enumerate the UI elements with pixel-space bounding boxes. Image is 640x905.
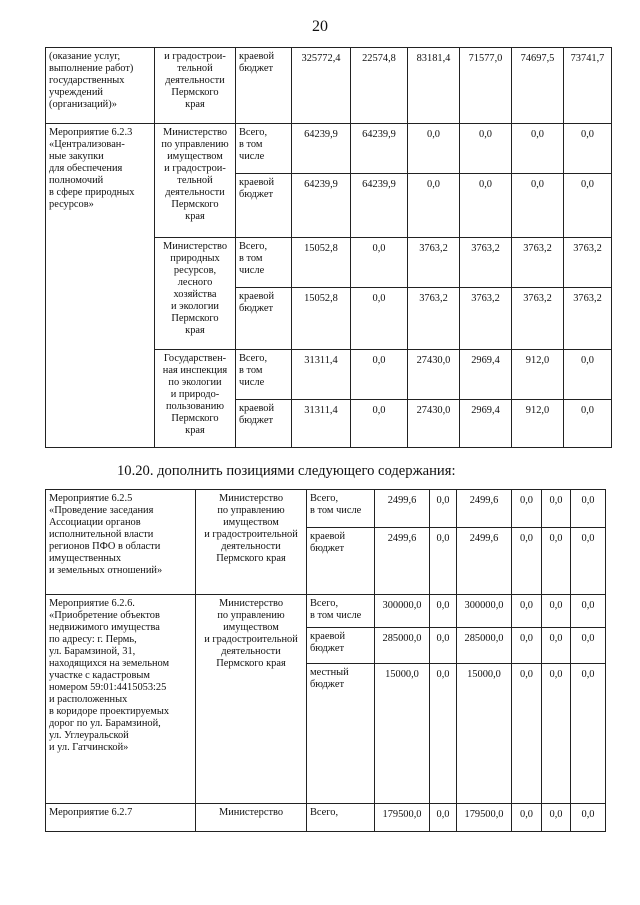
value-cell: 912,0 [512,400,564,448]
funding-source: краевой бюджет [236,174,292,238]
funding-source: Всего, в том числе [307,595,375,628]
value-cell: 0,0 [564,174,612,238]
value-cell: 0,0 [564,400,612,448]
value-cell: 0,0 [430,528,457,595]
value-cell: 2969,4 [460,400,512,448]
funding-source: Всего, в том числе [236,124,292,174]
value-cell: 0,0 [512,804,542,832]
value-cell: 71577,0 [460,48,512,124]
value-cell: 22574,8 [351,48,408,124]
funding-source: краевой бюджет [236,400,292,448]
activity-name: (оказание услуг, выполнение работ) государственных учреждений (организаций)» [46,48,155,124]
value-cell: 2499,6 [457,490,512,528]
executor: Министерство по управлению имуществом и градострои- тельной деятельности Пермского края [155,124,236,238]
value-cell: 0,0 [408,124,460,174]
value-cell: 0,0 [512,490,542,528]
table-row [46,804,606,832]
funding-source: местный бюджет [307,664,375,804]
value-cell: 31311,4 [292,400,351,448]
value-cell: 31311,4 [292,350,351,400]
value-cell: 0,0 [542,804,571,832]
value-cell: 0,0 [351,350,408,400]
value-cell: 300000,0 [375,595,430,628]
value-cell: 64239,9 [351,124,408,174]
value-cell: 0,0 [460,174,512,238]
activity-name: Мероприятие 6.2.5 «Проведение заседания Ассоциации органов исполнительной власти регионов ПФО в области имущественных и земельных отношений» [46,490,196,595]
value-cell: 73741,7 [564,48,612,124]
funding-source: Всего, в том числе [307,490,375,528]
table-row [46,124,612,174]
executor: Министерство природных ресурсов, лесного хозяйства и экологии Пермского края [155,238,236,350]
value-cell: 3763,2 [512,238,564,288]
value-cell: 0,0 [512,528,542,595]
value-cell: 179500,0 [375,804,430,832]
table-row [46,48,612,124]
funding-source: Всего, [307,804,375,832]
value-cell: 0,0 [460,124,512,174]
budget-table-continued [45,47,612,448]
value-cell: 0,0 [408,174,460,238]
funding-source: краевой бюджет [307,528,375,595]
value-cell: 912,0 [512,350,564,400]
value-cell: 0,0 [430,628,457,664]
table-row [46,490,606,528]
value-cell: 0,0 [571,490,606,528]
value-cell: 15052,8 [292,288,351,350]
funding-source: краевой бюджет [307,628,375,664]
activity-name: Мероприятие 6.2.7 [46,804,196,832]
value-cell: 0,0 [512,124,564,174]
page-number: 20 [312,18,328,35]
value-cell: 64239,9 [351,174,408,238]
value-cell: 325772,4 [292,48,351,124]
value-cell: 2499,6 [375,528,430,595]
activity-name: Мероприятие 6.2.6. «Приобретение объектов недвижимого имущества по адресу: г. Пермь, ул. Барамзиной, 31, находящихся на земельном участке с кадастровым номером 59:01:4415053:25 и расположенных в коридоре проектируемых дорог по ул. Барамзиной, ул. Углеуральской и ул. Гатчинской» [46,595,196,804]
activity-name: Мероприятие 6.2.3 «Централизован- ные закупки для обеспечения полномочий в сфере природных ресурсов» [46,124,155,448]
value-cell: 0,0 [542,490,571,528]
value-cell: 0,0 [430,664,457,804]
value-cell: 27430,0 [408,400,460,448]
value-cell: 0,0 [512,628,542,664]
value-cell: 2499,6 [457,528,512,595]
value-cell: 64239,9 [292,124,351,174]
value-cell: 0,0 [430,804,457,832]
executor: Министерство по управлению имуществом и градостроительной деятельности Пермского края [196,490,307,595]
executor: Министерство [196,804,307,832]
value-cell: 83181,4 [408,48,460,124]
value-cell: 300000,0 [457,595,512,628]
budget-table-new-positions [45,489,606,832]
value-cell: 15000,0 [457,664,512,804]
funding-source: Всего, в том числе [236,238,292,288]
value-cell: 0,0 [571,628,606,664]
value-cell: 27430,0 [408,350,460,400]
table-row [46,595,606,628]
value-cell: 74697,5 [512,48,564,124]
executor: Министерство по управлению имуществом и градостроительной деятельности Пермского края [196,595,307,804]
value-cell: 0,0 [512,664,542,804]
value-cell: 3763,2 [408,238,460,288]
value-cell: 64239,9 [292,174,351,238]
value-cell: 0,0 [542,664,571,804]
funding-source: краевой бюджет [236,48,292,124]
value-cell: 3763,2 [564,238,612,288]
value-cell: 0,0 [571,595,606,628]
value-cell: 2499,6 [375,490,430,528]
value-cell: 3763,2 [408,288,460,350]
value-cell: 0,0 [512,595,542,628]
value-cell: 0,0 [351,288,408,350]
value-cell: 0,0 [351,238,408,288]
value-cell: 0,0 [564,124,612,174]
value-cell: 2969,4 [460,350,512,400]
value-cell: 0,0 [564,350,612,400]
funding-source: краевой бюджет [236,288,292,350]
value-cell: 285000,0 [375,628,430,664]
executor: и градострои- тельной деятельности Пермского края [155,48,236,124]
section-heading: 10.20. дополнить позициями следующего содержания: [117,463,456,479]
value-cell: 285000,0 [457,628,512,664]
funding-source: Всего, в том числе [236,350,292,400]
value-cell: 179500,0 [457,804,512,832]
value-cell: 0,0 [571,664,606,804]
value-cell: 3763,2 [512,288,564,350]
value-cell: 3763,2 [460,238,512,288]
value-cell: 3763,2 [460,288,512,350]
value-cell: 0,0 [430,595,457,628]
value-cell: 0,0 [430,490,457,528]
value-cell: 3763,2 [564,288,612,350]
value-cell: 15000,0 [375,664,430,804]
value-cell: 15052,8 [292,238,351,288]
executor: Государствен- ная инспекция по экологии и природо- пользованию Пермского края [155,350,236,448]
value-cell: 0,0 [542,595,571,628]
value-cell: 0,0 [512,174,564,238]
value-cell: 0,0 [571,528,606,595]
value-cell: 0,0 [542,628,571,664]
value-cell: 0,0 [571,804,606,832]
value-cell: 0,0 [351,400,408,448]
value-cell: 0,0 [542,528,571,595]
